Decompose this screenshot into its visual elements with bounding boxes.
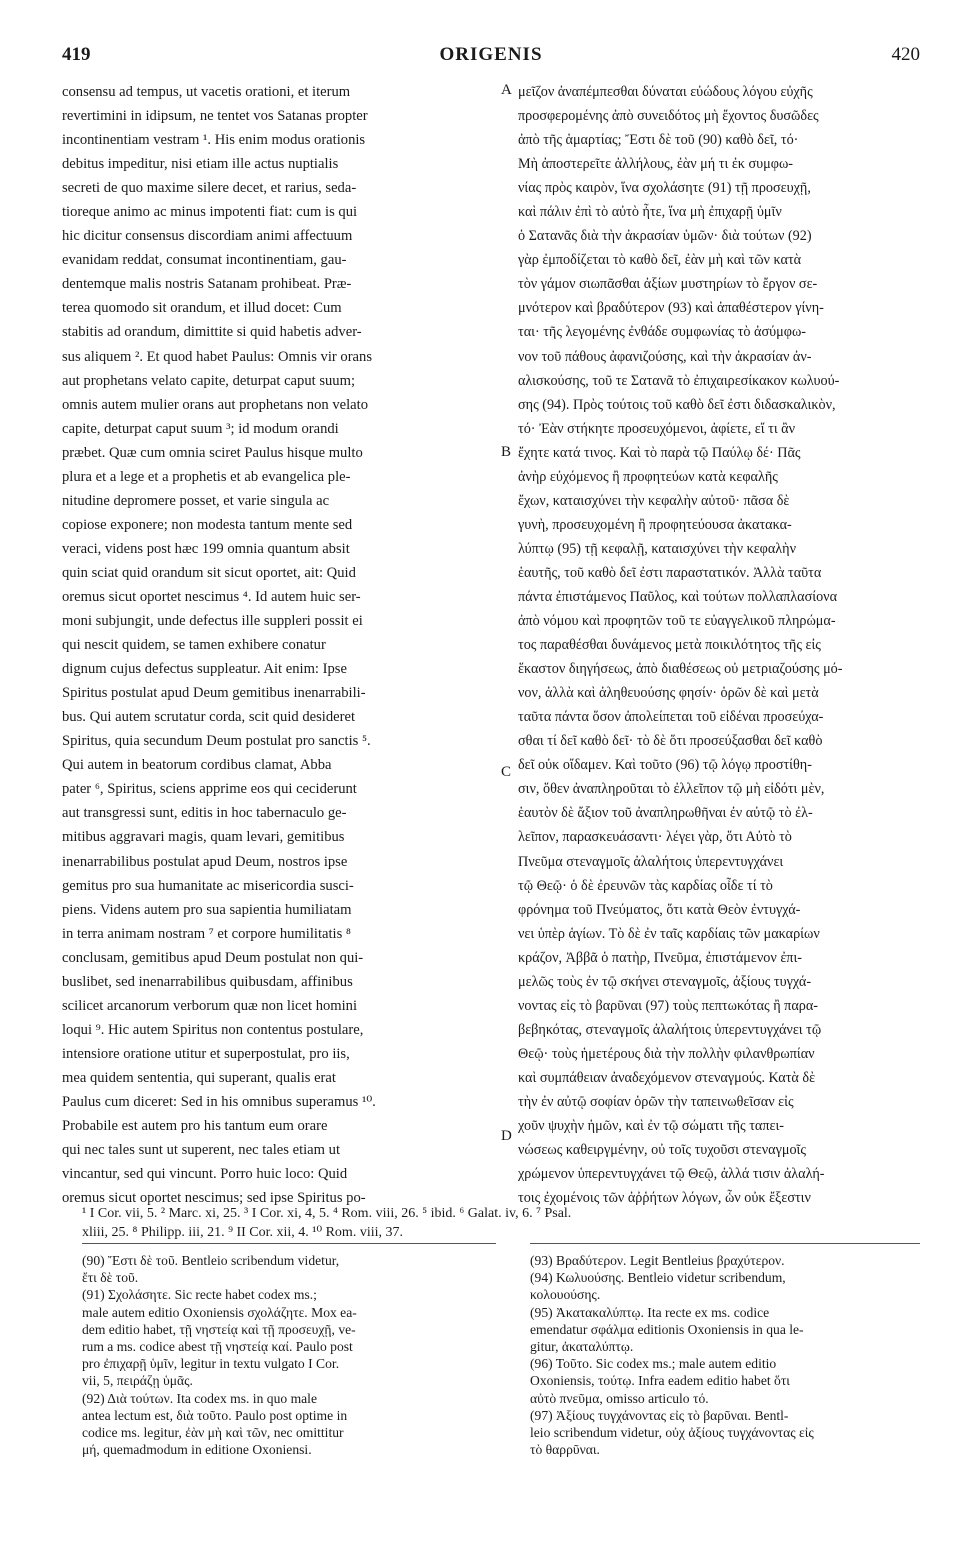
editorial-note-line: κολουούσης.: [530, 1287, 601, 1303]
greek-text-line: κράζον, Ἀββᾶ ὁ πατὴρ, Πνεῦμα, ἐπιστάμενον ἐπι-: [518, 949, 802, 966]
latin-text-line: copiose exponere; non modesta tantum mente sed: [62, 516, 353, 533]
greek-text-line: ται· τῆς λεγομένης ἐνθάδε συμφωνίας τὸ ἀσύμφω-: [518, 324, 807, 341]
latin-text-line: dignum cujus defectus suppleatur. Ait enim: Ipse: [62, 661, 347, 678]
latin-text-line: Paulus cum diceret: Sed in his omnibus superamus ¹⁰.: [62, 1093, 376, 1110]
editorial-note-line: (96) Τοῦτο. Sic codex ms.; male autem editio: [530, 1356, 777, 1372]
reference-footnotes: [82, 1204, 920, 1242]
editorial-note-line: leio scribendum videtur, οὐχ ἀξίους τυγχάνοντας εἰς: [530, 1424, 814, 1440]
footnote-rule-right: [530, 1243, 920, 1244]
editorial-note-line: αὐτὸ πνεῦμα, omisso articulo τό.: [530, 1390, 709, 1406]
latin-text-line: aut transgressi sunt, editis in hoc tabernaculo ge-: [62, 805, 347, 822]
greek-text-line: τὸν γάμον σιωπᾶσθαι ἀξίων μυστηρίων τὸ ἔργον σε-: [518, 276, 818, 293]
latin-text-line: mitibus aggravari magis, quam levari, gemitibus: [62, 829, 345, 846]
editorial-note-line: (91) Σχολάσητε. Sic recte habet codex ms.;: [82, 1287, 317, 1303]
latin-text-line: secreti de quo maxime silere decet, et rarius, seda-: [62, 180, 357, 197]
editorial-note-line: μή, quemadmodum in editione Oxoniensi.: [82, 1442, 312, 1458]
latin-text-line: nitudine depromere posset, et varie singula ac: [62, 492, 330, 509]
greek-text-line: λεῖπον, παρασκευάσαντι· λέγει γὰρ, ὅτι Αὐτὸ τὸ: [518, 829, 792, 846]
latin-text-line: intensiore oratione utitur et superpostulat, pro iis,: [62, 1045, 350, 1062]
editorial-note-line: Oxoniensis, τούτῳ. Infra eadem editio habet ὅτι: [530, 1373, 790, 1389]
latin-text-column: [62, 80, 494, 1210]
latin-text-line: Qui autem in beatorum cordibus clamat, Abba: [62, 757, 332, 774]
greek-text-line: ἕκαστον διηγήσεως, ἀπὸ διαθέσεως οὐ μετριαζούσης μό-: [518, 661, 843, 678]
greek-text-line: ἔχητε κατά τινος. Καὶ τὸ παρὰ τῷ Παύλῳ δέ· Πᾶς: [518, 444, 801, 461]
margin-letter-a: A: [501, 82, 512, 98]
greek-text-line: πάντα ἐπιστάμενος Παῦλος, καὶ τούτων πολλαπλασίονα: [518, 588, 838, 605]
greek-text-line: ἑαυτῆς, τοῦ καθὸ δεῖ ἐστι παραστατικόν. Ἀλλὰ ταῦτα: [518, 564, 822, 581]
footnote-rule-left: [82, 1243, 496, 1244]
editorial-note-line: codice ms. legitur, ἐὰν μὴ καὶ τῶν, nec omittitur: [82, 1424, 344, 1440]
latin-text-line: quin sciat quid orandum sit sicut oportet, ait: Quid: [62, 564, 356, 581]
latin-text-line: oremus sicut oportet nescimus ⁴. Id autem huic ser-: [62, 588, 361, 605]
greek-text-line: μελῶς τοὺς ἐν τῷ σκήνει στεναγμοῖς, ἀξίους τυγχά-: [518, 973, 812, 990]
margin-letter-b: B: [501, 444, 512, 460]
greek-text-line: Μὴ ἀποστερεῖτε ἀλλήλους, ἐὰν μή τι ἐκ συμφω-: [518, 156, 794, 173]
latin-text-line: incontinentiam vestram ¹. His enim modus orationis: [62, 132, 366, 149]
latin-text-line: bus. Qui autem scrutatur corda, scit quid desideret: [62, 709, 356, 726]
latin-text-line: omnis autem mulier orans aut prophetans non velato: [62, 396, 368, 413]
latin-text-line: scilicet arcanorum verborum quæ non licet homini: [62, 997, 358, 1014]
reference-footnote-line: ¹ I Cor. vii, 5. ² Marc. xi, 25. ³ I Cor. xi, 4, 5. ⁴ Rom. viii, 26. ⁵ ibid. ⁶ Galat. iv, 6. ⁷ Psal.: [82, 1206, 572, 1221]
right-page-number: 420: [891, 44, 920, 65]
editorial-note-line: ἔτι δὲ τοῦ.: [82, 1270, 139, 1286]
greek-text-line: νον, ἀλλὰ καὶ ἀληθευούσης φησίν· ὁρῶν δὲ καὶ μετὰ: [518, 685, 819, 702]
latin-text-line: mea quidem sententia, qui superant, qualis erat: [62, 1069, 336, 1086]
greek-text-line: μεῖζον ἀναπέμπεσθαι δύναται εὐώδους λόγου εὐχῆς: [518, 84, 813, 100]
greek-text-line: χοῦν ψυχὴν ἡμῶν, καὶ ἐν τῷ σώματι τῆς ταπει-: [518, 1118, 785, 1135]
latin-text-line: conclusam, gemitibus apud Deum postulat non qui-: [62, 949, 364, 966]
latin-text-line: evanidam reddat, consumat incontinentiam, gau-: [62, 252, 347, 269]
editorial-notes-left: [82, 1252, 496, 1458]
editorial-note-line: emendatur σφάλμα editionis Oxoniensis in qua le-: [530, 1321, 804, 1337]
greek-text-line: τοις ἐχομένοις τῶν ἀῤῥήτων λόγων, ὧν οὐκ ἔξεστιν: [518, 1190, 811, 1207]
greek-text-line: ἑαυτὸν δὲ ἄξιον τοῦ ἀναπληρωθῆναι ἐν αὐτῷ τὸ ἐλ-: [518, 805, 813, 822]
latin-text-line: inenarrabilibus postulat apud Deum, nostros ipse: [62, 853, 348, 870]
greek-text-column: [518, 80, 918, 1210]
greek-text-line: σης (94). Πρὸς τούτοις τοῦ καθὸ δεῖ ἐστι διδασκαλικὸν,: [518, 396, 836, 413]
greek-text-line: προσφερομένης ἀπὸ συνειδότος μὴ ἔχοντος δυσῶδες: [518, 108, 819, 125]
latin-text-line: oremus sicut oportet nescimus; sed ipse Spiritus po-: [62, 1190, 366, 1207]
editorial-note-line: (97) Ἀξίους τυγχάνοντας εἰς τὸ βαρῦναι. Bentl-: [530, 1407, 789, 1423]
latin-text-line: sus aliquem ². Et quod habet Paulus: Omnis vir orans: [62, 348, 373, 365]
latin-text-line: qui nescit quidem, se tamen exhibere conatur: [62, 637, 326, 654]
reference-footnote-line: xliii, 25. ⁸ Philipp. iii, 21. ⁹ II Cor. xii, 4. ¹⁰ Rom. viii, 37.: [82, 1225, 403, 1240]
greek-text-line: νώσεως καθειργμένην, οὐ τοῖς τυχοῦσι στεναγμοῖς: [518, 1142, 806, 1159]
editorial-note-line: (92) Διὰ τούτων. Ita codex ms. in quo male: [82, 1390, 317, 1406]
greek-text-line: ὁ Σατανᾶς διὰ τὴν ἀκρασίαν ὑμῶν· διὰ τούτων (92): [518, 228, 812, 245]
editorial-note-line: dem editio habet, τῇ νηστείᾳ καὶ τῇ προσευχῇ, ve-: [82, 1321, 356, 1337]
greek-text-line: καὶ πάλιν ἐπὶ τὸ αὐτὸ ἦτε, ἵνα μὴ ἐπιχαρῇ ὑμῖν: [518, 204, 782, 221]
greek-text-line: γυνὴ, προσευχομένη ἢ προφητεύουσα ἀκατακα-: [518, 516, 792, 533]
greek-text-line: Θεῷ· τοὺς ἡμετέρους διὰ τὴν πολλὴν φιλανθρωπίαν: [518, 1045, 815, 1062]
editorial-note-line: pro ἐπιχαρῇ ὑμῖν, legitur in textu vulgato I Cor.: [82, 1356, 340, 1372]
greek-text-line: ἔχων, καταισχύνει τὴν κεφαλὴν αὐτοῦ· πᾶσα δὲ: [518, 492, 790, 509]
latin-text-line: moni subjungit, unde defectus ille suppleri possit ei: [62, 613, 363, 630]
latin-text-line: capite, deturpat caput suum ³; id modum orandi: [62, 420, 339, 437]
greek-text-line: ἀπὸ τῆς ἁμαρτίας; Ἔστι δὲ τοῦ (90) καθὸ δεῖ, τό·: [518, 132, 799, 149]
latin-text-line: vincantur, sed qui vincunt. Porro huic loco: Quid: [62, 1166, 348, 1183]
greek-text-line: νοντας εἰς τὸ βαρῦναι (97) τοὺς πεπτωκότας ἢ παρα-: [518, 997, 818, 1014]
latin-text-line: piens. Videns autem pro sua sapientia humiliatam: [62, 901, 352, 918]
greek-text-line: ἀνὴρ εὐχόμενος ἢ προφητεύων κατὰ κεφαλῆς: [518, 468, 778, 485]
latin-text-line: stabitis ad orandum, dimittite si quid habetis adver-: [62, 324, 362, 341]
latin-text-line: terea quomodo sit orandum, et illud docet: Cum: [62, 300, 342, 317]
greek-text-line: νει ὑπὲρ ἁγίων. Τὸ δὲ ἐν ταῖς καρδίαις τῶν μακαρίων: [518, 925, 820, 942]
latin-text-line: pater ⁶, Spiritus, sciens apprime eos qui ceciderunt: [62, 781, 357, 798]
left-page-number: 419: [62, 44, 91, 65]
latin-text-line: revertimini in idipsum, ne tentet vos Satanas propter: [62, 108, 368, 125]
latin-text-line: in terra animam nostram ⁷ et corpore humilitatis ⁸: [62, 925, 351, 942]
greek-text-line: φρόνημα τοῦ Πνεύματος, ὅτι κατὰ Θεὸν ἐντυγχά-: [518, 901, 801, 918]
latin-text-line: dentemque malis nostris Satanam prohibeat. Præ-: [62, 276, 352, 293]
editorial-note-line: gitur, ἀκαταλύπτῳ.: [530, 1338, 634, 1354]
greek-text-line: ταῦτα πάντα ὅσον ἀπολείπεται τοῦ εἰδέναι προσεύχα-: [518, 709, 824, 726]
margin-letter-d: D: [501, 1128, 512, 1144]
greek-text-line: σιν, ὅθεν ἀναπληροῦται τὸ ἐλλεῖπον τῷ μὴ εἰδότι μὲν,: [518, 781, 825, 798]
greek-text-line: ἀπὸ νόμου καὶ προφητῶν τοῦ τε εὐαγγελικοῦ πληρώμα-: [518, 613, 836, 630]
latin-text-line: veraci, videns post hæc 199 omnia quantum absit: [62, 540, 350, 557]
latin-text-line: consensu ad tempus, ut vacetis orationi, et iterum: [62, 84, 351, 100]
greek-text-line: νίας πρὸς καιρὸν, ἵνα σχολάσητε (91) τῇ προσευχῇ,: [518, 180, 811, 197]
latin-text-line: tioreque animo ac minus impotenti fiat: cum is qui: [62, 204, 358, 221]
latin-text-line: hic dicitur consensus discordiam animi affectuum: [62, 228, 353, 245]
running-title: ORIGENIS: [439, 44, 543, 65]
editorial-note-line: (93) Βραδύτερον. Legit Bentleius βραχύτερον.: [530, 1253, 785, 1268]
margin-letter-c: C: [501, 764, 512, 780]
greek-text-line: χρώμενον ὑπερεντυγχάνει τῷ Θεῷ, ἀλλά τισιν ἀλαλή-: [518, 1166, 825, 1183]
latin-text-line: plura et a lege et a prophetis et ab evangelica ple-: [62, 468, 351, 485]
editorial-note-line: rum a ms. codice abest τῇ νηστείᾳ καί. Paulo post: [82, 1338, 353, 1354]
greek-text-line: τό· Ἐὰν στήκητε προσευχόμενοι, ἀφίετε, εἴ τι ἂν: [518, 420, 796, 437]
latin-text-line: loqui ⁹. Hic autem Spiritus non contentus postulare,: [62, 1021, 364, 1038]
greek-text-line: δεῖ οὐκ οἴδαμεν. Καὶ τοῦτο (96) τῷ λόγῳ προστίθη-: [518, 757, 812, 774]
editorial-note-line: τὸ θαρρῦναι.: [530, 1442, 600, 1458]
latin-text-line: Spiritus postulat apud Deum gemitibus inenarrabili-: [62, 685, 366, 702]
latin-text-line: qui nec tales sunt ut superent, nec tales etiam ut: [62, 1142, 341, 1159]
greek-text-line: τὴν ἐν αὐτῷ σοφίαν ὁρῶν τὴν ταπεινωθεῖσαν εἰς: [518, 1093, 794, 1110]
editorial-note-line: male autem editio Oxoniensis σχολάζητε. Mox ea-: [82, 1304, 357, 1320]
greek-text-line: βεβηκότας, στεναγμοῖς ἀλαλήτοις ὑπερεντυγχάνει τῷ: [518, 1021, 822, 1038]
editorial-note-line: (94) Κωλυούσης. Bentleio videtur scribendum,: [530, 1270, 786, 1286]
greek-text-line: μνότερον καὶ βραδύτερον (93) καὶ ἀπαθέστερον γίνη-: [518, 300, 824, 317]
latin-text-line: gemitus pro sua humanitate ac misericordia susci-: [62, 877, 354, 894]
latin-text-line: Spiritus, quia secundum Deum postulat pro sanctis ⁵.: [62, 733, 371, 750]
greek-text-line: Πνεῦμα στεναγμοῖς ἀλαλήτοις ὑπερεντυγχάνει: [518, 853, 784, 870]
greek-text-line: λύπτῳ (95) τῇ κεφαλῇ, καταισχύνει τὴν κεφαλὴν: [518, 540, 797, 557]
greek-text-line: τῷ Θεῷ· ὁ δὲ ἐρευνῶν τὰς καρδίας οἶδε τί τὸ: [518, 877, 773, 894]
greek-text-line: αλισκούσης, τοῦ τε Σατανᾶ τὸ ἐπιχαιρεσίκακον κωλυού-: [518, 372, 840, 389]
latin-text-line: debitus impeditur, nisi etiam ille actus nuptialis: [62, 156, 339, 173]
latin-text-line: buslibet, sed inenarrabilibus quibusdam, affinibus: [62, 973, 353, 990]
greek-text-line: τος παραθέσθαι δυνάμενος μετὰ ποικιλότητος τῆς εἰς: [518, 637, 821, 654]
page-header: [62, 44, 920, 72]
greek-text-line: καὶ συμπάθειαν ἀναδεχόμενον στεναγμούς. Κατὰ δὲ: [518, 1069, 816, 1086]
latin-text-line: Probabile est autem pro his tantum eum orare: [62, 1118, 328, 1135]
editorial-notes-right: [530, 1252, 920, 1458]
latin-text-line: præbet. Quæ cum omnia sciret Paulus hisque multo: [62, 444, 363, 461]
editorial-note-line: antea lectum est, διὰ τοῦτο. Paulo post optime in: [82, 1407, 348, 1423]
greek-text-line: νον τοῦ πάθους ἀφανιζούσης, καὶ τὴν ἀκρασίαν ἀν-: [518, 348, 812, 365]
greek-text-line: γὰρ ἐμποδίζεται τὸ καθὸ δεῖ, ἐὰν μὴ καὶ τῶν κατὰ: [518, 252, 802, 269]
latin-text-line: aut prophetans velato capite, deturpat caput suum;: [62, 372, 355, 389]
editorial-note-line: (95) Ἀκατακαλύπτῳ. Ita recte ex ms. codice: [530, 1304, 770, 1320]
greek-text-line: σθαι τί δεῖ καθὸ δεῖ· τὸ δὲ ὅτι προσεύξασθαι δεῖ καθὸ: [518, 733, 823, 750]
editorial-note-line: vii, 5, πειράζῃ ὑμᾶς.: [82, 1373, 193, 1389]
editorial-note-line: (90) Ἔστι δὲ τοῦ. Bentleio scribendum videtur,: [82, 1253, 340, 1268]
